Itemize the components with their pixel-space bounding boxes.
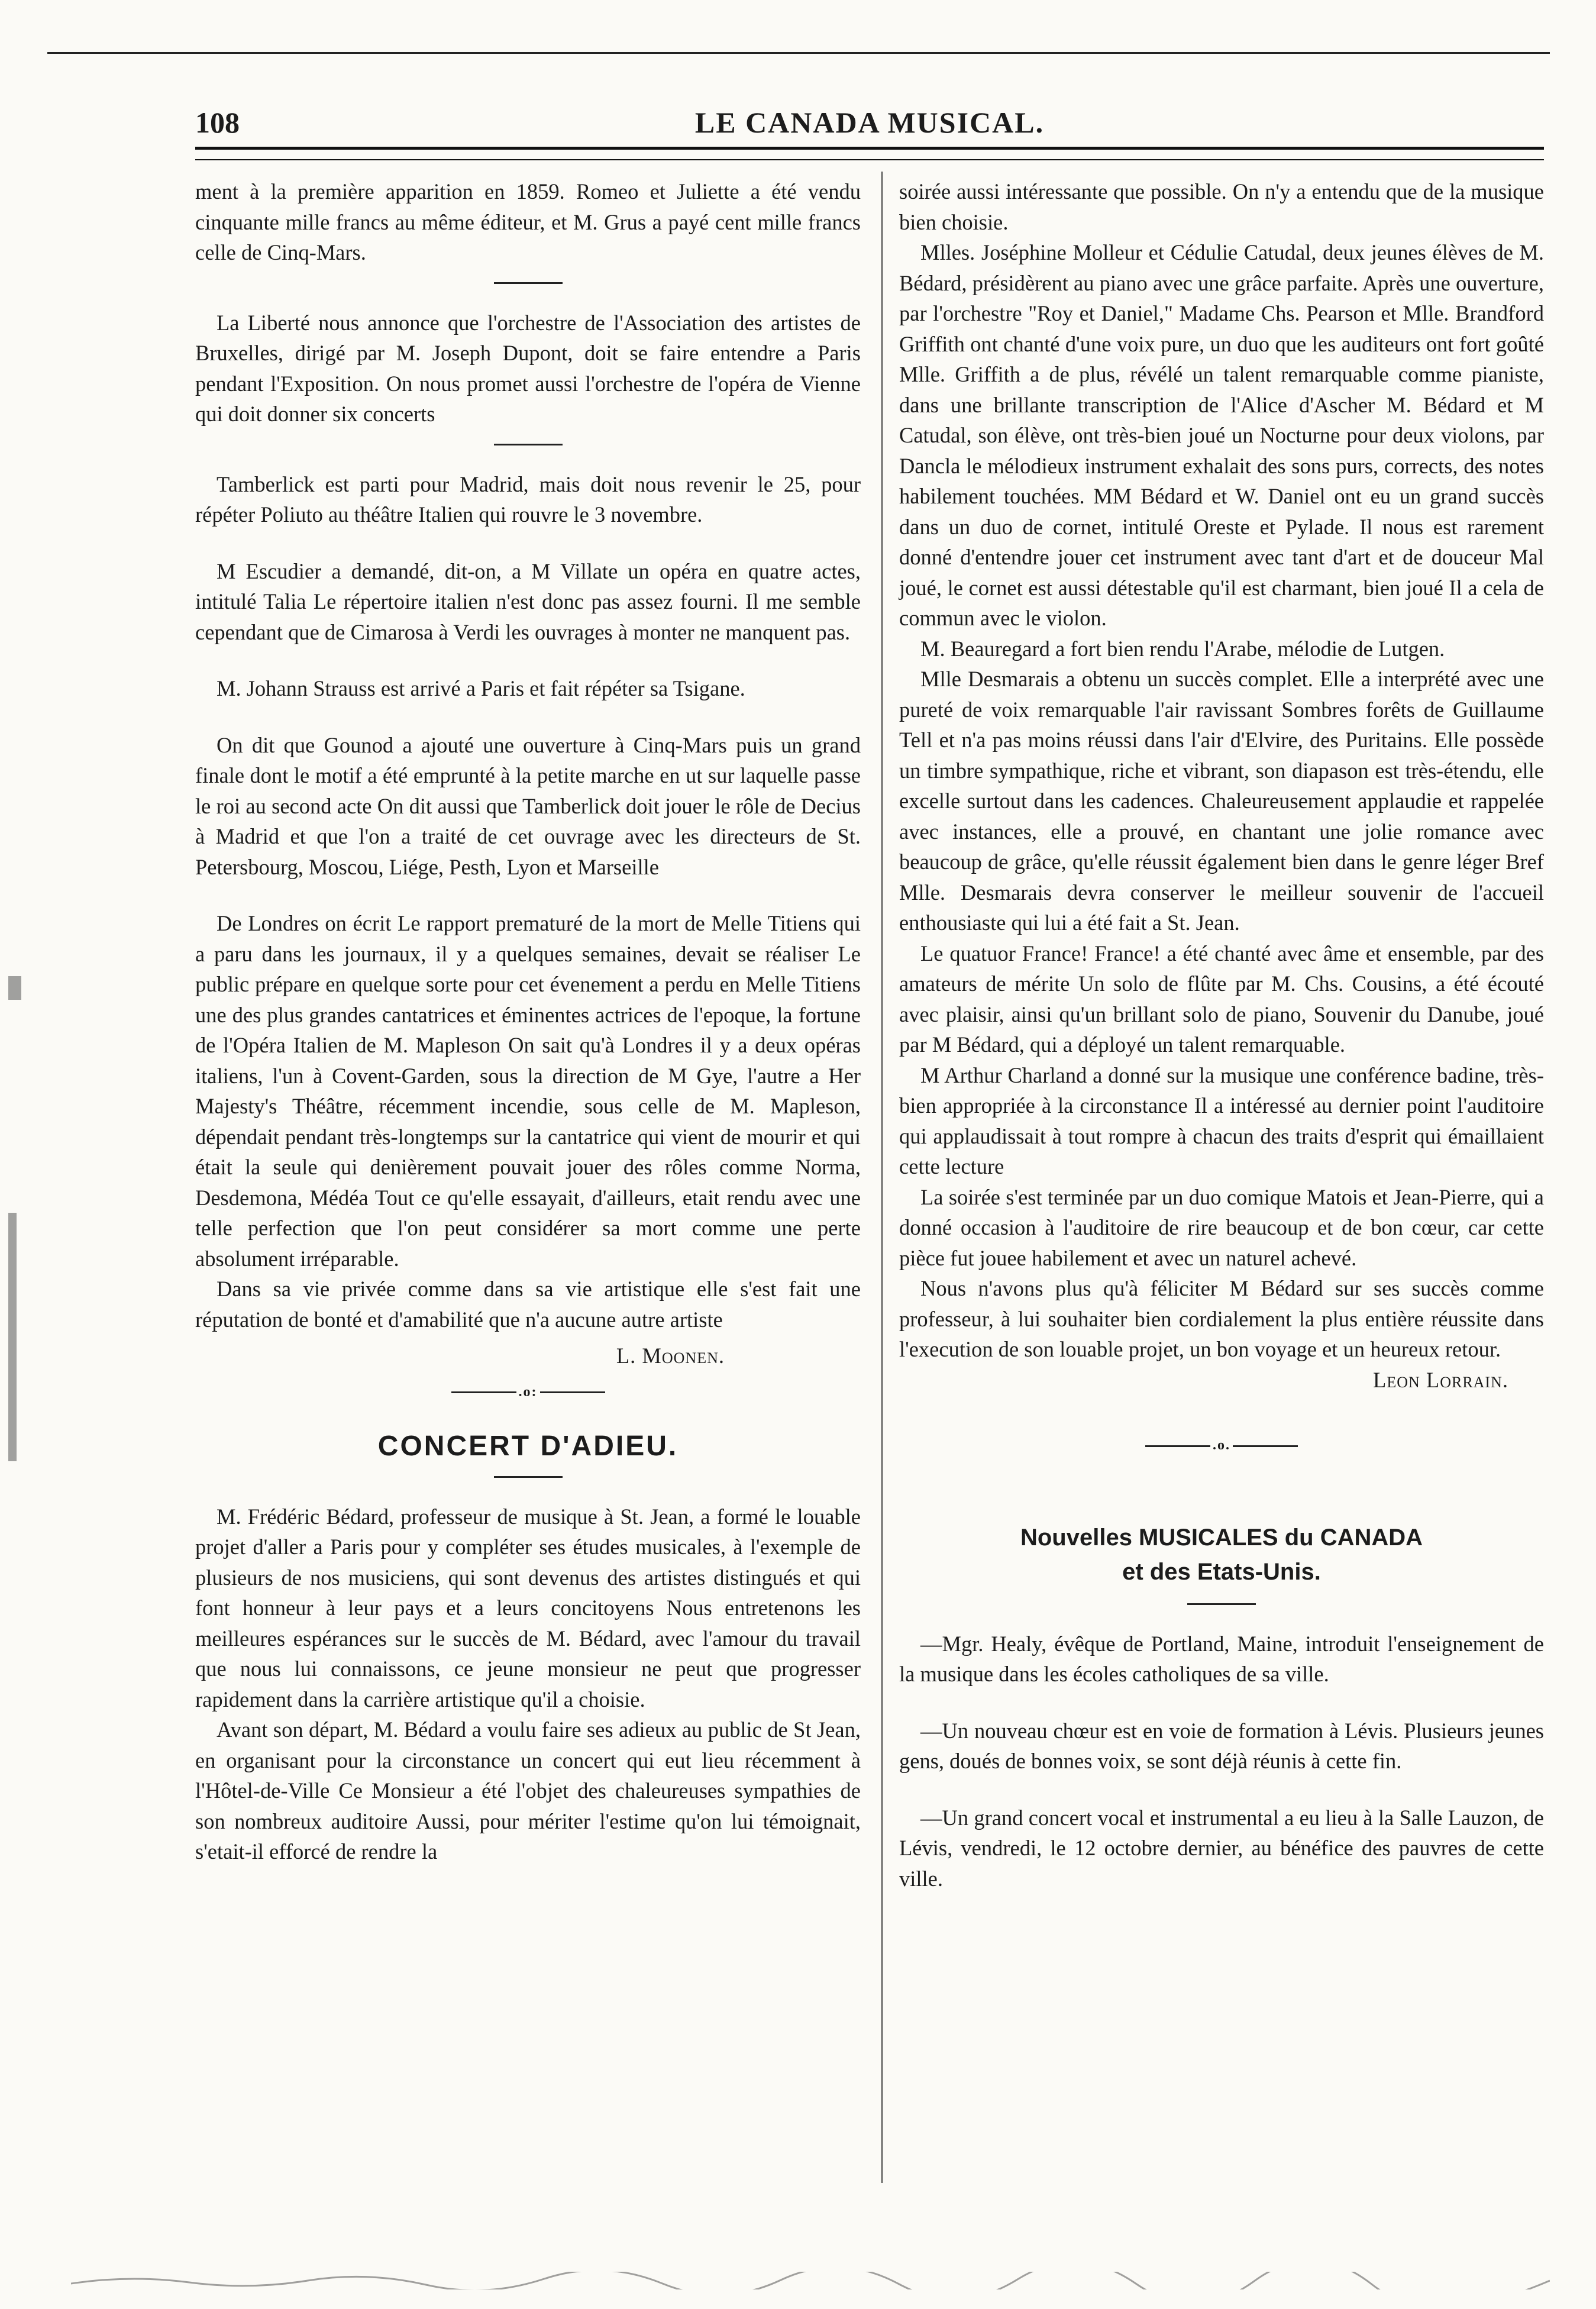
page-number: 108 bbox=[195, 106, 240, 139]
article-paragraph: Le quatuor France! France! a été chanté avec âme et ensemble, par des amateurs de mérite Un solo de flûte par M. Chs. Cousins, a été écouté avec plaisir, ainsi qu'un brillant solo de piano, Souvenir du Danube, joué par M Bédard, qui a déployé un talent remarquable. bbox=[899, 941, 1544, 1057]
section-divider bbox=[494, 1476, 563, 1478]
page-header bbox=[195, 105, 1544, 147]
scan-noise-bottom bbox=[71, 2272, 1550, 2289]
article-paragraph: M. Johann Strauss est arrivé a Paris et fait répéter sa Tsigane. bbox=[217, 676, 745, 700]
article-paragraph: M. Beauregard a fort bien rendu l'Arabe, mélodie de Lutgen. bbox=[920, 636, 1445, 661]
article-paragraph: M Arthur Charland a donné sur la musique une conférence badine, très-bien appropriée à la circonstance Il a intéressé au dernier point l'auditoire qui applaudissait à tout rompre à chacun des traits d'esprit qui émaillaient cette lecture bbox=[899, 1063, 1544, 1178]
article-paragraph: La soirée s'est terminée par un duo comique Matois et Jean-Pierre, qui a donné occasion à l'auditoire de rire beaucoup et de bon cœur, car cette pièce fut jouee habilement et avec un naturel achevé. bbox=[899, 1184, 1544, 1270]
article-paragraph: Nous n'avons plus qu'à féliciter M Bédard sur ses succès comme professeur, à lui souhaiter bien cordialement la plus entière réussite dans l'execution de son louable projet, un bon voyage et un heureux retour. bbox=[899, 1276, 1544, 1361]
margin-mark bbox=[8, 1213, 17, 1461]
article-paragraph: M Escudier a demandé, dit-on, a M Villate un opéra en quatre actes, intitulé Talia Le répertoire italien n'est donc pas assez fourni. Il me semble cependant que de Cimarosa à Verdi les ouvrages à monter ne manquent pas. bbox=[195, 558, 861, 644]
article-paragraph: Tamberlick est parti pour Madrid, mais doit nous revenir le 25, pour répéter Poliuto au théâtre Italien qui rouvre le 3 novembre. bbox=[195, 472, 861, 527]
masthead-title: LE CANADA MUSICAL. bbox=[694, 106, 1045, 139]
column-divider bbox=[881, 172, 883, 2183]
section-divider bbox=[494, 444, 563, 445]
section-title: CONCERT D'ADIEU. bbox=[377, 1430, 679, 1462]
article-paragraph: Avant son départ, M. Bédard a voulu faire ses adieux au public de St Jean, en organisant pour la circonstance un concert qui eut lieu récemment à l'Hôtel-de-Ville Ce Monsieur a été l'objet des chaleureuses sympathies de son nombreux auditoire Aussi, pour mériter l'estime qu'on lui témoignait, s'etait-il efforcé de rendre la bbox=[195, 1717, 861, 1864]
article-signature: Leon Lorrain. bbox=[1373, 1367, 1508, 1392]
section-divider bbox=[494, 282, 563, 284]
article-paragraph: soirée aussi intéressante que possible. On n'y a entendu que de la musique bien choisie. bbox=[899, 179, 1544, 234]
news-title-line: Nouvelles MUSICALES du CANADA bbox=[1020, 1524, 1423, 1551]
article-paragraph: ment à la première apparition en 1859. Romeo et Juliette a été vendu cinquante mille francs au même éditeur, et M. Grus a payé cent mille francs celle de Cinq-Mars. bbox=[195, 179, 861, 264]
news-title-line: et des Etats-Unis. bbox=[1122, 1558, 1321, 1585]
separator-ornament: .o. bbox=[899, 1430, 1544, 1461]
article-paragraph: La Liberté nous annonce que l'orchestre de l'Association des artistes de Bruxelles, dirigé par M. Joseph Dupont, doit se faire entendre a Paris pendant l'Exposition. On nous promet aussi l'orchestre de l'opéra de Vienne qui doit donner six concerts bbox=[195, 310, 861, 426]
separator-ornament: .o: bbox=[195, 1377, 861, 1408]
left-column bbox=[195, 176, 861, 1867]
news-section-title bbox=[899, 1520, 1544, 1589]
section-divider bbox=[1187, 1603, 1256, 1605]
news-item: —Un nouveau chœur est en voie de formation à Lévis. Plusieurs jeunes gens, doués de bonnes voix, se sont déjà réunis à cette fin. bbox=[899, 1718, 1544, 1773]
article-paragraph: M. Frédéric Bédard, professeur de musique à St. Jean, a formé le louable projet d'aller a Paris pour y compléter ses études musicales, à l'exemple de plusieurs de nos musiciens, qui sont devenus des artistes distingués et qui font honneur à leur pays et a leurs concitoyens Nous entretenons les meilleures espérances sur le succès de M. Bédard, avec l'amour du travail que nous lui connaissons, ce jeune monsieur ne peut que progresser rapidement dans la carrière artistique qu'il a choisie. bbox=[195, 1504, 861, 1711]
header-double-rule bbox=[195, 147, 1544, 160]
article-paragraph: De Londres on écrit Le rapport prematuré de la mort de Melle Titiens qui a paru dans les journaux, il y a quelques semaines, devait se réaliser Le public prépare en quelque sorte pour cet évenement a perdu en Melle Titiens une des plus grandes cantatrices et éminentes actrices de l'epoque, la fortune de l'Opéra Italien de M. Mapleson On sait qu'à Londres il y a deux opéras italiens, l'un à Covent-Garden, sous la direction de M Gye, l'autre a Her Majesty's Théâtre, récemment incendie, sous celle de M. Mapleson, dépendait pendant très-longtemps sur la cantatrice qui vient de mourir et qui était la seule qui denièrement pouvait jouer des rôles comme Norma, Desdemona, Médéa Tout ce qu'elle essayait, d'ailleurs, etait rendu avec une telle perfection que l'on peut considérer sa mort comme une perte absolument irréparable. bbox=[195, 911, 861, 1271]
top-scan-rule bbox=[47, 52, 1550, 54]
article-paragraph: Mlle Desmarais a obtenu un succès complet. Elle a interprété avec une pureté de voix remarquable l'air ravissant Sombres forêts de Guillaume Tell et n'a pas moins réussi dans l'air d'Elvire, des Puritains. Elle possède un timbre sympathique, riche et vibrant, son diapason est très-étendu, elle excelle surtout dans les cadences. Chaleureusement applaudie et rappelée avec instances, elle a prouvé, en chantant une jolie romance avec beaucoup de grâce, qu'elle réussit également bien dans le genre léger Bref Mlle. Desmarais devra conserver le meilleur souvenir de l'accueil enthousiaste qui lui a été fait a St. Jean. bbox=[899, 667, 1544, 935]
right-column bbox=[899, 176, 1544, 1894]
article-paragraph: Dans sa vie privée comme dans sa vie artistique elle s'est fait une réputation de bonté et d'amabilité que n'a aucune autre artiste bbox=[195, 1277, 861, 1332]
margin-mark bbox=[8, 976, 21, 1000]
article-paragraph: On dit que Gounod a ajouté une ouverture à Cinq-Mars puis un grand finale dont le motif a été emprunté à la petite marche en ut sur laquelle passe le roi au second acte On dit aussi que Tamberlick doit jouer le rôle de Decius à Madrid et que l'on a traité de cet ouvrage avec les directeurs de St. Petersbourg, Moscou, Liége, Pesth, Lyon et Marseille bbox=[195, 732, 861, 879]
article-paragraph: Mlles. Joséphine Molleur et Cédulie Catudal, deux jeunes élèves de M. Bédard, présidèrent au piano avec une grâce parfaite. Après une ouverture, par l'orchestre "Roy et Daniel," Madame Chs. Pearson et Mlle. Brandford Griffith ont chanté d'une voix pure, un duo que les auditeurs ont fort goûté Mlle. Griffith a de plus, révélé un talent remarquable comme pianiste, dans une brillante transcription de l'Alice d'Ascher M. Bédard et M Catudal, son élève, ont très-bien joué un Nocturne pour deux violons, par Dancla le mélodieux instrument exhalait des sons purs, corrects, des notes habilement touchées. MM Bédard et W. Daniel ont eu un grand succès dans un duo de cornet, intitulé Oreste et Pylade. Il nous est rarement donné d'entendre jouer cet instrument avec tant d'art et de douceur Mal joué, le cornet est aussi détestable qu'il est charmant, bien joué Il a cela de commun avec le violon. bbox=[899, 240, 1544, 630]
article-signature: L. Moonen. bbox=[616, 1344, 725, 1368]
news-item: —Un grand concert vocal et instrumental a eu lieu à la Salle Lauzon, de Lévis, vendredi, le 12 octobre dernier, au bénéfice des pauvres de cette ville. bbox=[899, 1805, 1544, 1891]
news-item: —Mgr. Healy, évêque de Portland, Maine, introduit l'enseignement de la musique dans les écoles catholiques de sa ville. bbox=[899, 1631, 1544, 1686]
